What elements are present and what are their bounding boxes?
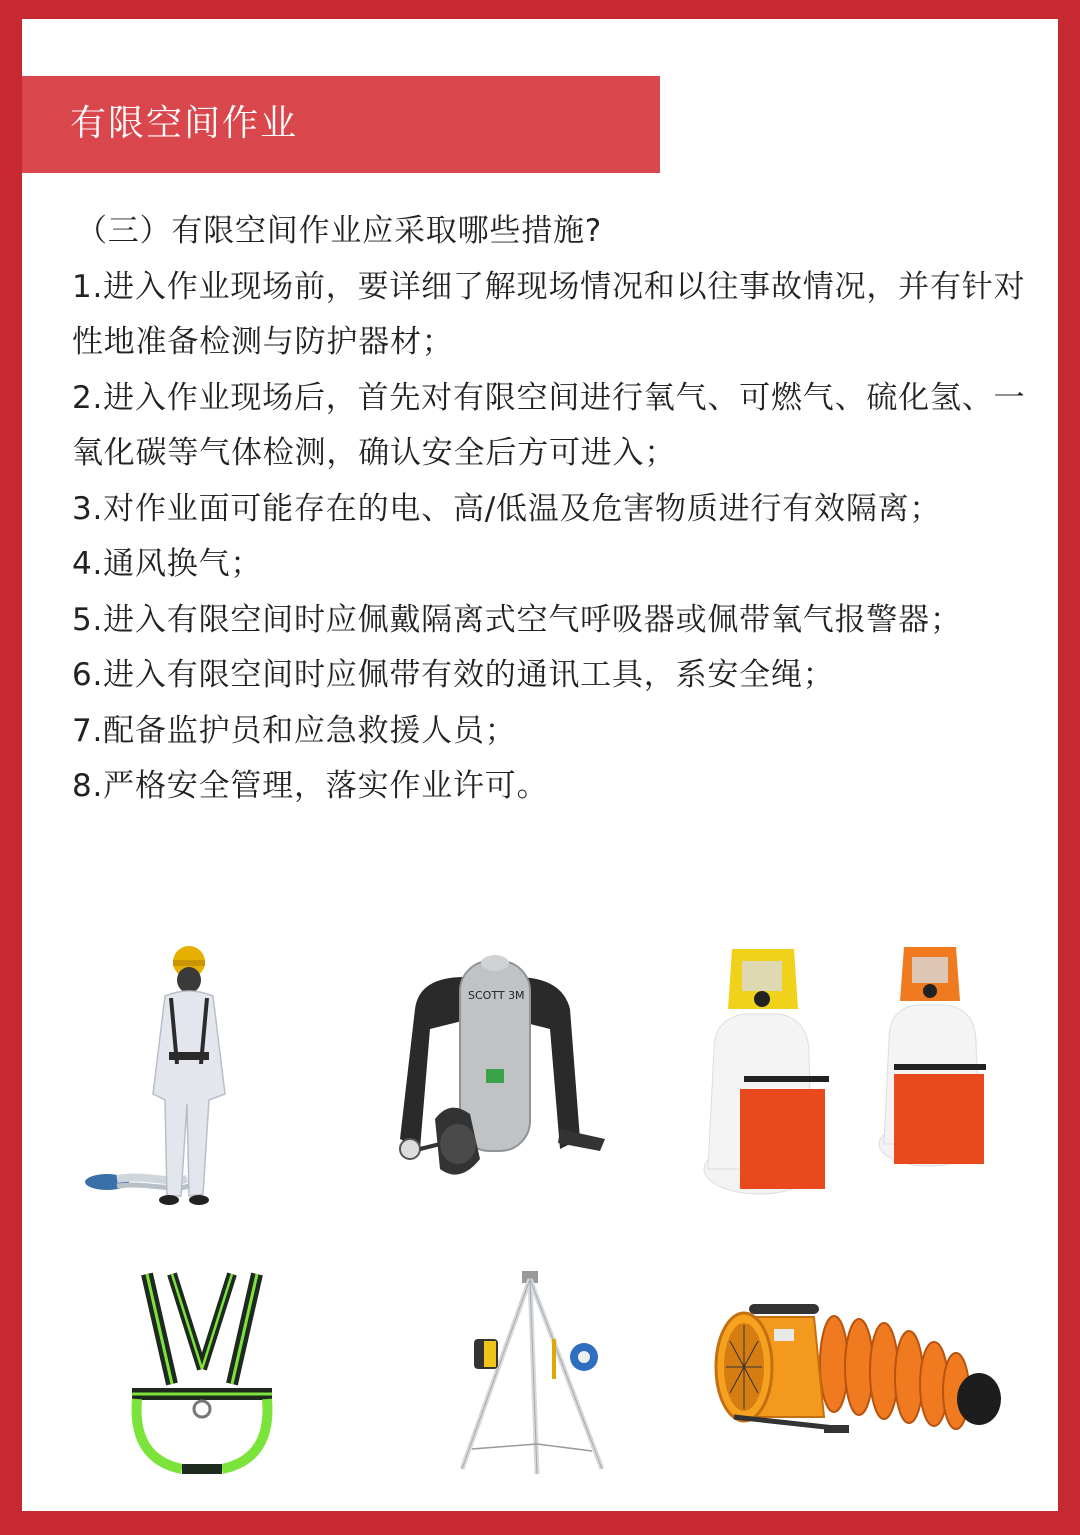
page-frame bbox=[22, 19, 1058, 1511]
list-item: 1.进入作业现场前，要详细了解现场情况和以往事故情况，并有针对性地准备检测与防护器材； bbox=[72, 268, 1026, 360]
list-item: 2.进入作业现场后，首先对有限空间进行氧气、可燃气、硫化氢、一氧化碳等气体检测，确认安全后方可进入； bbox=[72, 379, 1026, 471]
rescue-tripod-image bbox=[442, 1269, 622, 1479]
title-banner bbox=[22, 76, 660, 173]
scba-brand-text: SCOTT 3M bbox=[468, 989, 525, 1002]
content-body bbox=[72, 204, 1032, 815]
equipment-gallery bbox=[22, 919, 1058, 1489]
list-item: 4.通风换气； bbox=[72, 546, 263, 582]
ventilation-fan-image bbox=[694, 1289, 1014, 1459]
safety-harness-image bbox=[112, 1269, 292, 1479]
section-heading: （三）有限空间作业应采取哪些措施? bbox=[76, 213, 603, 249]
list-item: 6.进入有限空间时应佩带有效的通讯工具，系安全绳； bbox=[72, 657, 835, 693]
list-item: 5.进入有限空间时应佩戴隔离式空气呼吸器或佩带氧气报警器； bbox=[72, 601, 962, 638]
respirator-suit-image bbox=[77, 934, 257, 1214]
escape-hood-image bbox=[694, 939, 1014, 1209]
list-item: 3.对作业面可能存在的电、高/低温及危害物质进行有效隔离； bbox=[72, 490, 942, 527]
list-item: 8.严格安全管理，落实作业许可。 bbox=[72, 768, 549, 804]
scba-image bbox=[360, 939, 630, 1209]
banner-title: 有限空间作业 bbox=[70, 103, 299, 144]
list-item: 7.配备监护员和应急救援人员； bbox=[72, 712, 517, 749]
